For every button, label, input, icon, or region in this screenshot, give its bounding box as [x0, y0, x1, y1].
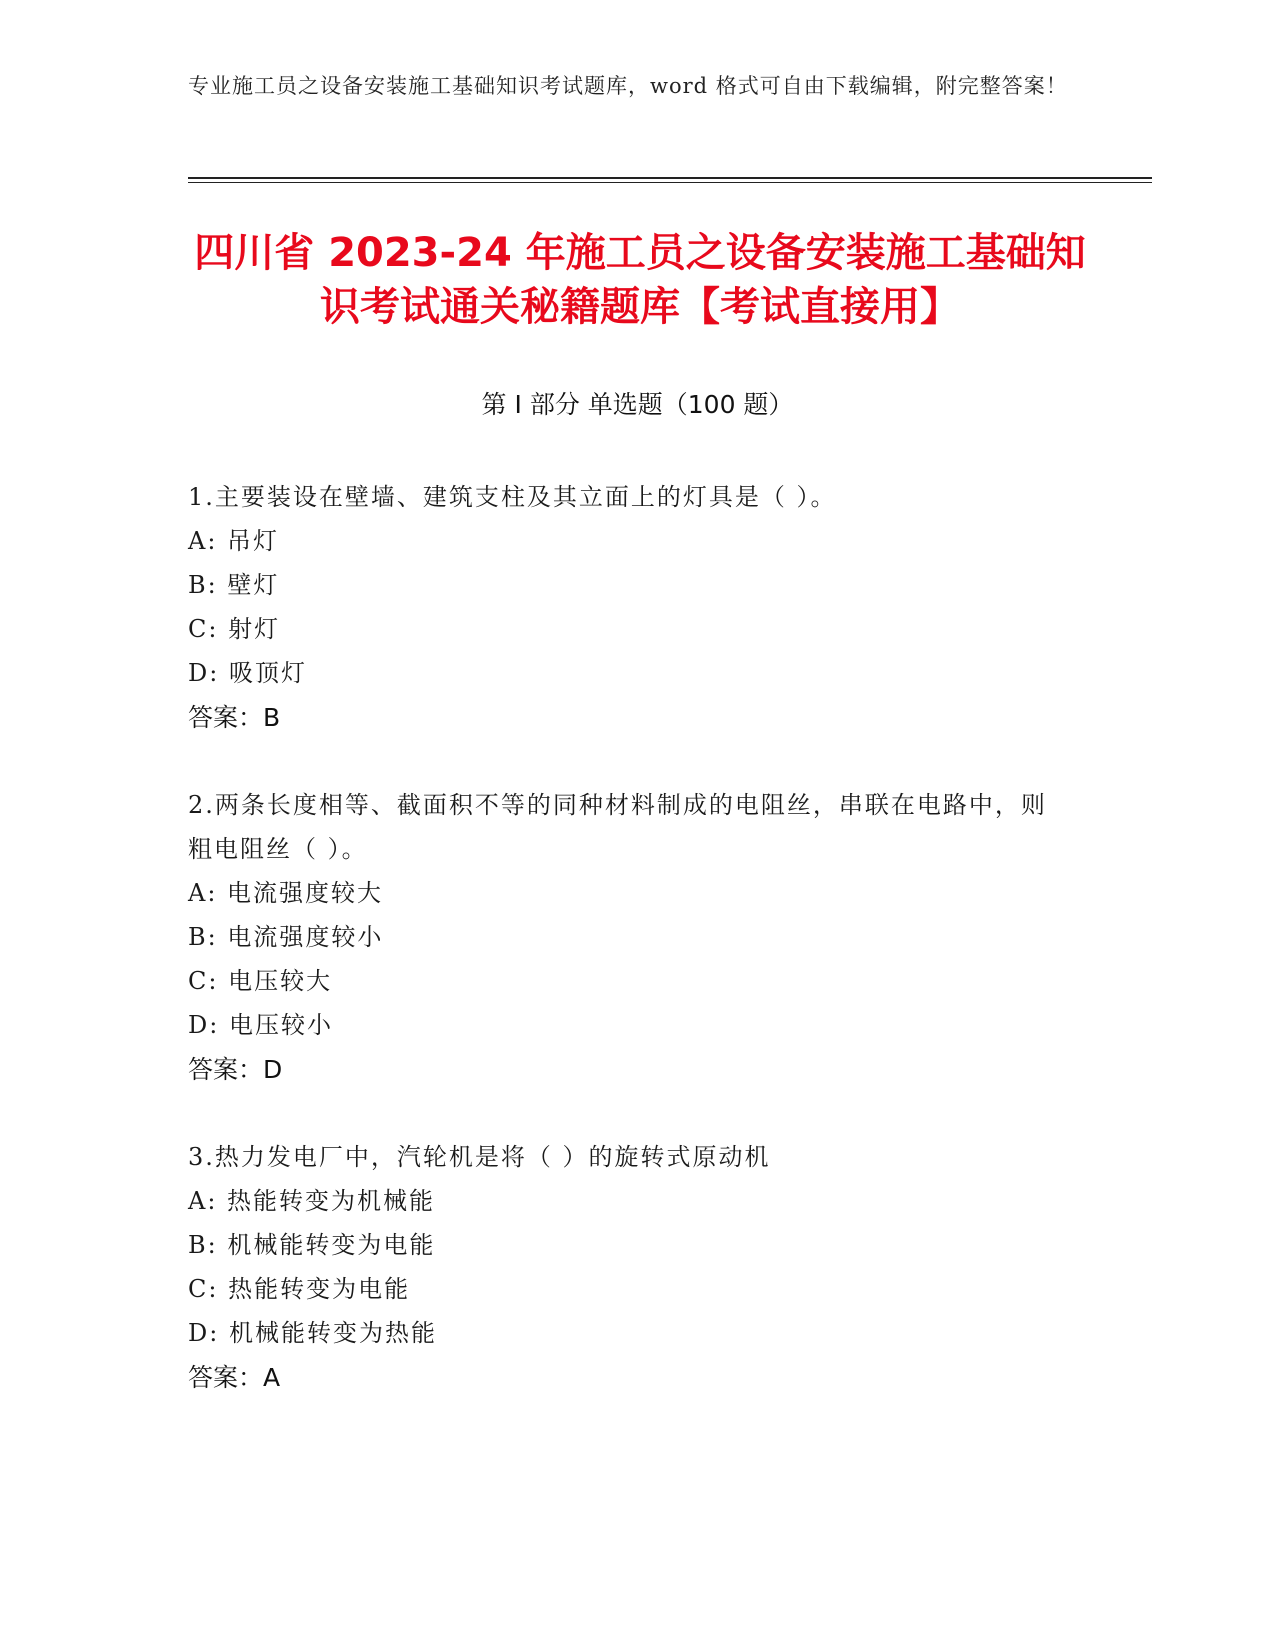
header-note: 专业施工员之设备安装施工基础知识考试题库，word 格式可自由下载编辑，附完整答案！: [188, 74, 1068, 98]
option-c: C: 热能转变为电能: [188, 1275, 411, 1303]
header-divider-thick: [188, 177, 1152, 179]
option-a: A: 电流强度较大: [188, 879, 384, 907]
option-b: B: 机械能转变为电能: [188, 1231, 436, 1259]
question-stem: 2.两条长度相等、截面积不等的同种材料制成的电阻丝，串联在电路中，则粗电阻丝（ ）。: [188, 791, 1047, 863]
answer: 答案：D: [188, 1055, 283, 1084]
option-d: D: 吸顶灯: [188, 659, 307, 687]
option-d: D: 机械能转变为热能: [188, 1319, 437, 1347]
section-heading: 第 I 部分 单选题（100 题）: [481, 390, 794, 419]
question-2: [188, 783, 1068, 1093]
option-a: A: 吊灯: [188, 527, 280, 555]
option-d: D: 电压较小: [188, 1011, 333, 1039]
question-1: [188, 475, 1068, 741]
header-divider-thin: [188, 182, 1152, 183]
option-b: B: 壁灯: [188, 571, 280, 599]
option-a: A: 热能转变为机械能: [188, 1187, 436, 1215]
question-3: [188, 1135, 1068, 1401]
document-title: 四川省 2023-24 年施工员之设备安装施工基础知识考试通关秘籍题库【考试直接用】: [194, 230, 1086, 330]
question-list: [188, 475, 1068, 1443]
question-stem: 1.主要装设在壁墙、建筑支柱及其立面上的灯具是（ ）。: [188, 483, 837, 511]
option-b: B: 电流强度较小: [188, 923, 384, 951]
option-c: C: 电压较大: [188, 967, 333, 995]
answer: 答案：A: [188, 1363, 281, 1392]
question-stem: 3.热力发电厂中，汽轮机是将（ ）的旋转式原动机: [188, 1143, 771, 1171]
answer: 答案：B: [188, 703, 281, 732]
option-c: C: 射灯: [188, 615, 281, 643]
